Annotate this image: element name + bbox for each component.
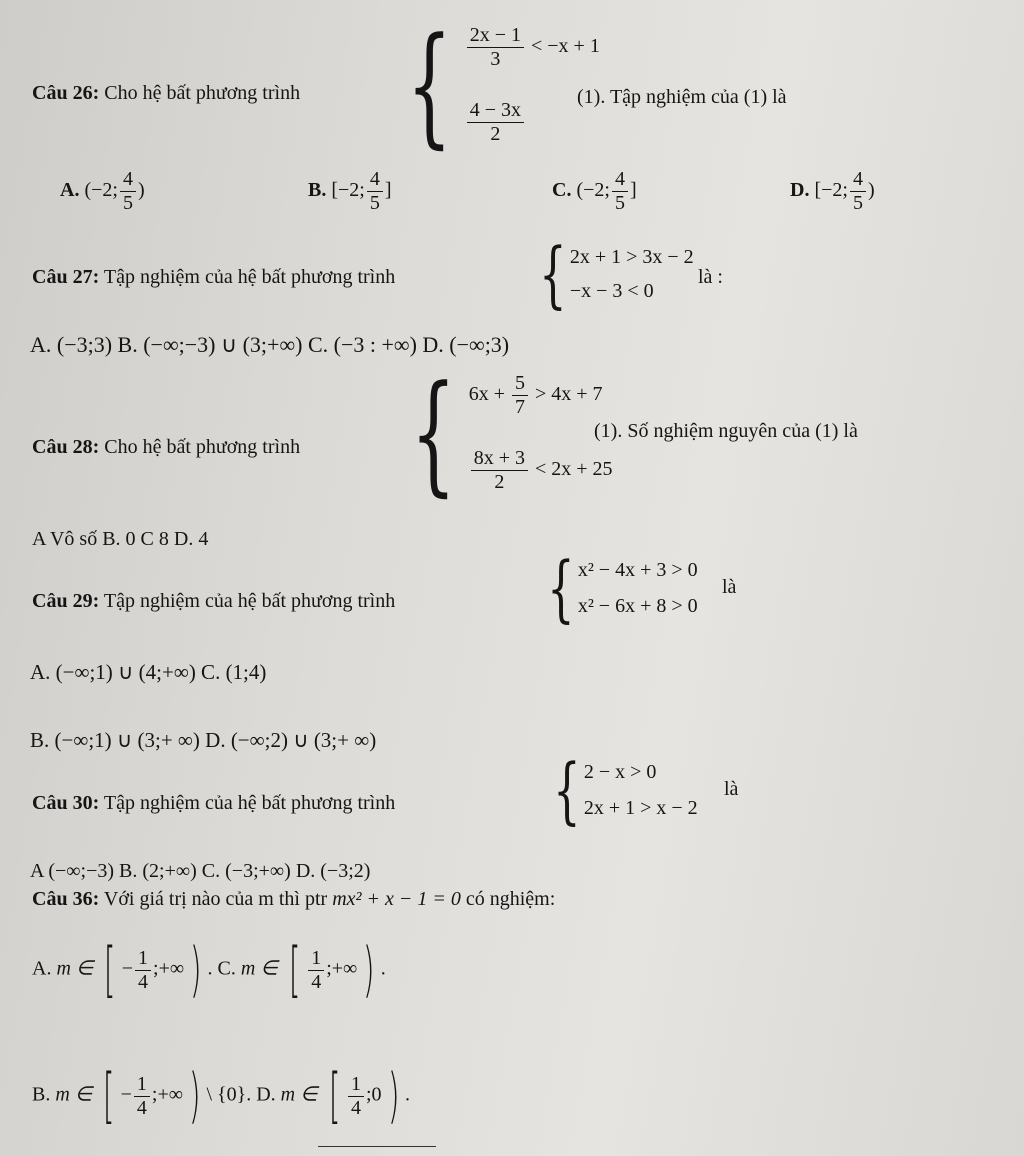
q26-eq2-num: 4 − 3x [467, 99, 524, 123]
q28-eq1-rest: > 4x + 7 [535, 383, 603, 406]
q27-suffix: là : [698, 266, 723, 288]
q28-answers[interactable]: A Vô số B. 0 C 8 D. 4 [32, 528, 209, 550]
brace-icon: { [553, 748, 581, 832]
q30-label: Câu 30: [32, 792, 100, 814]
paren-icon: ) [189, 935, 202, 1005]
q28-text: Cho hệ bất phương trình [104, 436, 301, 458]
q36-equation: mx² + x − 1 = 0 [332, 888, 461, 910]
q30-system [544, 748, 698, 832]
bracket-icon: [ [288, 935, 301, 1005]
q36-label: Câu 36: [32, 888, 100, 910]
q28-eq1-den: 7 [515, 396, 525, 418]
q29-eq2: x² − 6x + 8 > 0 [577, 594, 698, 617]
q28-eq2-num: 8x + 3 [471, 447, 528, 471]
q26-system [388, 10, 600, 160]
brace-icon: { [410, 357, 457, 509]
q26-eq2-den: 2 [490, 123, 501, 145]
q36-option-b[interactable]: B. m ∈ [ − $\frac{1}{4}$ ;+∞) \ {0}. D. m ∈ [ $\frac{1}{4}$ ;0) . [32, 1061, 410, 1131]
q26-option-a[interactable]: A. (−2; $\frac{4}{5}$ ) [60, 168, 145, 214]
bracket-icon: [ [104, 935, 116, 1005]
q26-eq1-num: 2x − 1 [467, 24, 524, 48]
q36-option-a[interactable]: A. m ∈ [ − $\frac{1}{4}$ ;+∞) . C. m ∈ [ $\frac{1}{4}$ ;+∞) . [32, 935, 386, 1005]
q29-system [538, 546, 698, 630]
paren-icon: ) [188, 1061, 201, 1131]
q28-eq2-rest: < 2x + 25 [535, 458, 613, 481]
q27-text: Tập nghiệm của hệ bất phương trình [103, 266, 396, 288]
q28-suffix: (1). Số nghiệm nguyên của (1) là [594, 420, 858, 442]
q26-eq1-rest: < −x + 1 [531, 35, 600, 58]
q28-eq2-den: 2 [494, 471, 505, 493]
q26-option-d[interactable]: D. [−2; $\frac{4}{5}$ ) [790, 168, 875, 214]
q36-text: Với giá trị nào của m thì ptr [103, 888, 328, 910]
q29-text: Tập nghiệm của hệ bất phương trình [103, 590, 396, 612]
q29-eq1: x² − 4x + 3 > 0 [577, 558, 698, 581]
handwritten-underline [318, 1146, 436, 1147]
q29-title [32, 590, 395, 613]
q30-answers[interactable]: A (−∞;−3) B. (2;+∞) C. (−3;+∞) D. (−3;2) [30, 860, 371, 882]
q29-suffix: là [722, 576, 737, 598]
q30-eq2: 2x + 1 > x − 2 [583, 796, 698, 819]
q30-text: Tập nghiệm của hệ bất phương trình [103, 792, 396, 814]
brace-icon: { [547, 546, 575, 630]
q28-system [392, 358, 613, 508]
q36-title [32, 888, 555, 911]
q26-title [32, 82, 300, 105]
q28-eq1-pre: 6x + [468, 383, 505, 406]
q28-label: Câu 28: [32, 436, 100, 458]
brace-icon: { [539, 232, 567, 316]
q29-answers-1[interactable]: A. (−∞;1) ∪ (4;+∞) C. (1;4) [30, 660, 267, 684]
bracket-icon: [ [328, 1061, 341, 1131]
q27-eq2: −x − 3 < 0 [569, 279, 654, 302]
q29-label: Câu 29: [32, 590, 100, 612]
q28-eq1-num: 5 [512, 372, 528, 396]
q26-text: Cho hệ bất phương trình [104, 82, 301, 104]
paren-icon: ) [387, 1061, 400, 1131]
q26-label: Câu 26: [32, 82, 100, 104]
q29-answers-2[interactable]: B. (−∞;1) ∪ (3;+ ∞) D. (−∞;2) ∪ (3;+ ∞) [30, 728, 377, 752]
q27-answers[interactable]: A. (−3;3) B. (−∞;−3) ∪ (3;+∞) C. (−3 : +∞) D. (−∞;3) [30, 332, 510, 357]
q30-suffix: là [724, 778, 739, 800]
q28-title [32, 436, 300, 459]
q26-suffix: (1). Tập nghiệm của (1) là [577, 86, 787, 108]
q26-eq1-den: 3 [490, 48, 501, 70]
q27-title [32, 266, 395, 289]
q27-system [530, 232, 694, 316]
q27-label: Câu 27: [32, 266, 100, 288]
paren-icon: ) [363, 935, 375, 1005]
bracket-icon: [ [103, 1061, 115, 1131]
q26-option-b[interactable]: B. [−2; $\frac{4}{5}$ ] [308, 168, 392, 214]
q27-eq1: 2x + 1 > 3x − 2 [569, 245, 694, 268]
q30-title [32, 792, 395, 815]
q26-option-c[interactable]: C. (−2; $\frac{4}{5}$ ] [552, 168, 637, 214]
brace-icon: { [406, 9, 453, 161]
q30-eq1: 2 − x > 0 [583, 760, 657, 783]
q36-suffix: có nghiệm: [465, 888, 556, 910]
